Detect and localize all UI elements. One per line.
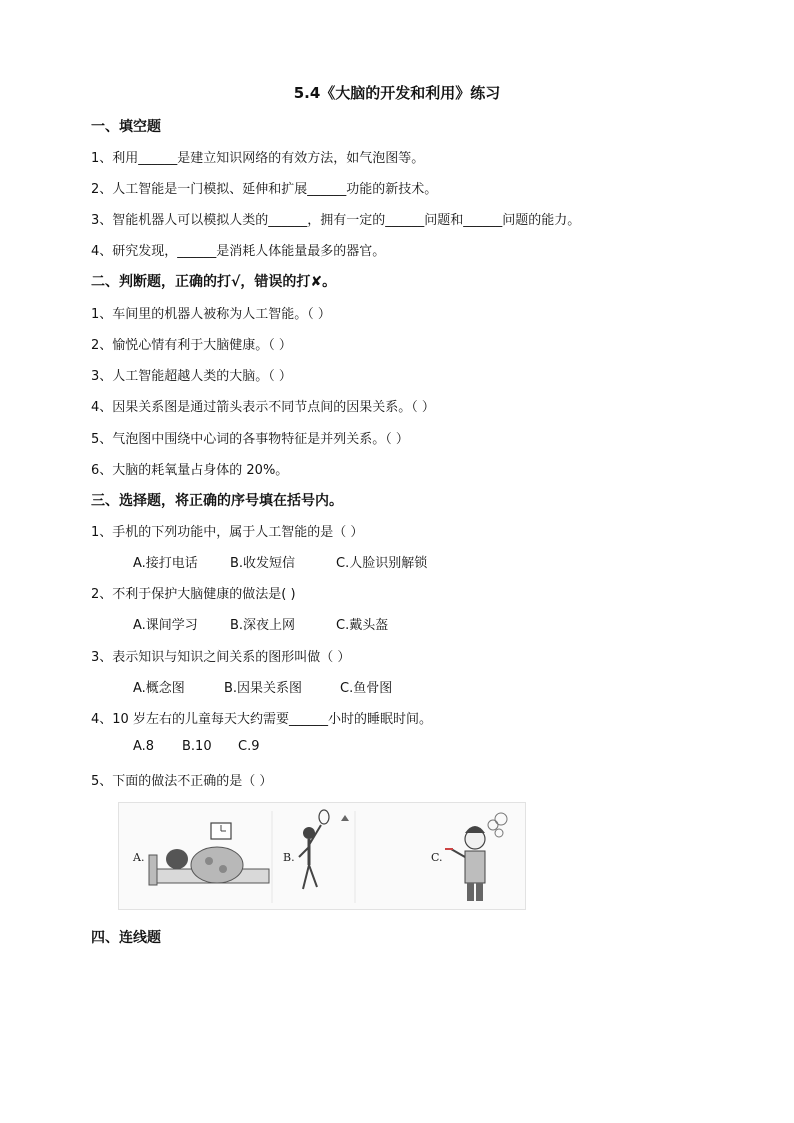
person-hair-icon — [465, 826, 485, 833]
bed-headboard-icon — [149, 855, 157, 885]
panel-c-label: C. — [431, 851, 443, 864]
child-head-icon — [166, 849, 188, 869]
judge-question-4: 4、因果关系图是通过箭头表示不同节点间的因果关系。（ ） — [91, 400, 435, 415]
panel-a-sleeping-child — [132, 823, 269, 885]
option-b: B.收发短信 — [230, 556, 296, 571]
blanket-pattern-icon — [205, 857, 213, 865]
judge-question-5: 5、气泡图中围绕中心词的各事物特征是并列关系。（ ） — [91, 432, 409, 447]
judge-question-1: 1、车间里的机器人被称为人工智能。（ ） — [91, 307, 331, 322]
choice-options-1 — [133, 552, 427, 571]
judge-question-6: 6、大脑的耗氧量占身体的 20%。 — [91, 463, 289, 478]
judge-question-3: 3、人工智能超越人类的大脑。（ ） — [91, 369, 292, 384]
option-c: C.戴头盔 — [336, 618, 389, 633]
panel-c-smoking-child — [431, 813, 507, 901]
panel-b-label: B. — [283, 851, 295, 864]
section-heading-choice: 三、选择题，将正确的序号填在括号内。 — [91, 493, 343, 509]
option-a: A.8 — [133, 739, 155, 754]
fill-question-3: 3、智能机器人可以模拟人类的______，拥有一定的______问题和______问题的能力。 — [91, 213, 581, 228]
judge-question-2: 2、愉悦心情有利于大脑健康。（ ） — [91, 338, 292, 353]
smoke-icon — [495, 829, 503, 837]
blanket-pattern-icon — [219, 865, 227, 873]
option-b: B.因果关系图 — [224, 681, 303, 696]
section-heading-judge: 二、判断题，正确的打√，错误的打✘。 — [91, 274, 337, 290]
option-a: A.课间学习 — [133, 618, 198, 633]
option-c: C.鱼骨图 — [340, 681, 393, 696]
option-c: C.人脸识别解锁 — [336, 556, 428, 571]
choice-options-3 — [133, 677, 392, 696]
person-arm-icon — [451, 849, 465, 857]
child-leg-icon — [309, 865, 317, 887]
person-leg-icon — [476, 883, 483, 901]
fill-question-2: 2、人工智能是一门模拟、延伸和扩展______功能的新技术。 — [91, 182, 438, 197]
choice-question-4: 4、10 岁左右的儿童每天大约需要______小时的睡眠时间。 — [91, 712, 432, 727]
option-b: B.深夜上网 — [230, 618, 296, 633]
fill-question-1: 1、利用______是建立知识网络的有效方法，如气泡图等。 — [91, 151, 425, 166]
option-b: B.10 — [182, 739, 212, 754]
option-a: A.概念图 — [133, 681, 185, 696]
choice-question-2: 2、不利于保护大脑健康的做法是( ) — [91, 587, 296, 602]
illustration-svg — [119, 803, 525, 909]
blanket-icon — [191, 847, 243, 883]
smoke-icon — [488, 820, 498, 830]
option-c: C.9 — [238, 739, 260, 754]
racket-icon — [319, 810, 329, 824]
section-heading-fill: 一、填空题 — [91, 119, 161, 135]
choice-question-5: 5、下面的做法不正确的是（ ） — [91, 774, 273, 789]
page-title: 5.4《大脑的开发和利用》练习 — [293, 84, 501, 102]
choice-options-4 — [133, 739, 259, 754]
option-a: A.接打电话 — [133, 556, 198, 571]
smoke-icon — [495, 813, 507, 825]
question-5-illustration — [118, 802, 526, 910]
person-body-icon — [465, 851, 485, 883]
person-leg-icon — [467, 883, 474, 901]
choice-question-1: 1、手机的下列功能中，属于人工智能的是（ ） — [91, 525, 364, 540]
panel-a-label: A. — [133, 851, 145, 864]
section-heading-match: 四、连线题 — [91, 930, 161, 946]
shuttlecock-icon — [341, 815, 349, 821]
child-leg-icon — [303, 865, 309, 889]
choice-question-3: 3、表示知识与知识之间关系的图形叫做（ ） — [91, 650, 351, 665]
panel-b-badminton-child — [283, 810, 349, 889]
choice-options-2 — [133, 614, 388, 633]
fill-question-4: 4、研究发现，______是消耗人体能量最多的器官。 — [91, 244, 386, 259]
